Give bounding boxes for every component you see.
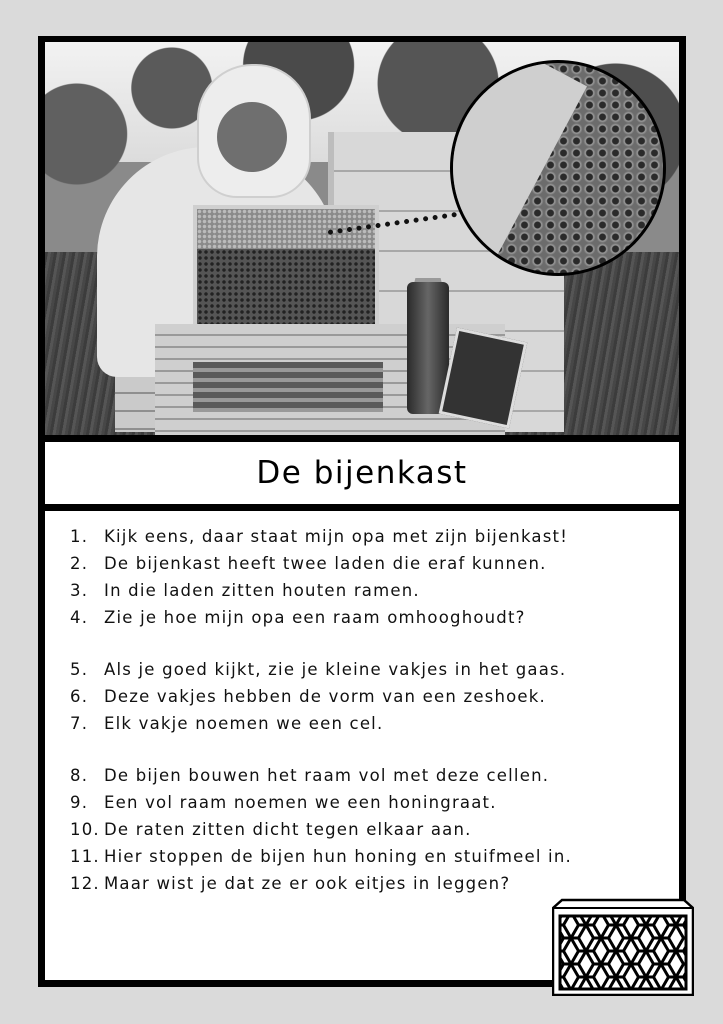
item-text: Kijk eens, daar staat mijn opa met zijn bijenkast! [104,527,569,546]
item-text: Deze vakjes hebben de vorm van een zeshoek. [104,687,546,706]
item-text: In die laden zitten houten ramen. [104,581,420,600]
list-item [70,789,572,816]
item-number: 4. [70,608,89,627]
honeycomb-frame [193,205,379,328]
item-text: De bijen bouwen het raam vol met deze cellen. [104,766,550,785]
title-band [45,442,679,504]
item-number: 9. [70,793,89,812]
list-item [70,550,572,577]
item-number: 7. [70,714,89,733]
item-number: 2. [70,554,89,573]
list-item [70,762,572,789]
item-text: Een vol raam noemen we een honingraat. [104,793,497,812]
honeycomb-frame-icon [552,898,694,996]
list-item [70,710,572,737]
item-text: Als je goed kijkt, zie je kleine vakjes in het gaas. [104,660,567,679]
list-item [70,843,572,870]
item-number: 3. [70,581,89,600]
item-number: 10. [70,820,100,839]
list-item [70,816,572,843]
bees-cluster [197,249,375,324]
item-text: De raten zitten dicht tegen elkaar aan. [104,820,472,839]
open-hive-frames [193,362,383,412]
list-item [70,523,572,550]
item-number: 8. [70,766,89,785]
list-item [70,683,572,710]
list-item [70,656,572,683]
item-number: 6. [70,687,89,706]
item-number: 5. [70,660,89,679]
sentence-list [70,523,572,897]
item-text: Elk vakje noemen we een cel. [104,714,384,733]
item-text: Zie je hoe mijn opa een raam omhooghoudt? [104,608,526,627]
worksheet-frame [38,36,686,987]
item-text: Hier stoppen de bijen hun honing en stuifmeel in. [104,847,572,866]
beekeeper-photo [45,42,679,435]
item-number: 1. [70,527,89,546]
item-text: De bijenkast heeft twee laden die eraf kunnen. [104,554,547,573]
item-number: 11. [70,847,100,866]
beekeeper-face [217,102,287,172]
magnified-honeycomb-inset [450,60,666,276]
list-item [70,604,572,631]
item-text: Maar wist je dat ze er ook eitjes in leggen? [104,874,511,893]
item-number: 12. [70,874,100,893]
page-title: De bijenkast [256,455,468,491]
list-item [70,577,572,604]
list-item [70,870,572,897]
